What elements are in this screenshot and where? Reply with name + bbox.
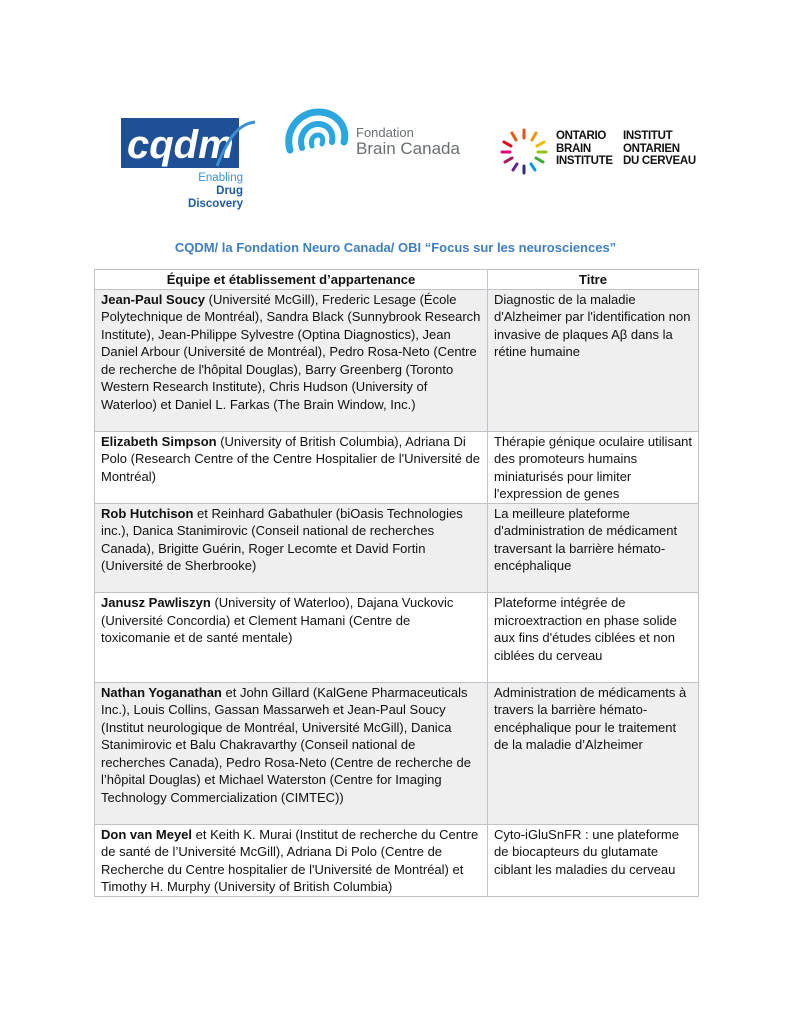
team-members: et John Gillard (KalGene Pharmaceuticals Inc.), Louis Collins, Gassan Massarweh et Jean-Paul Soucy (Institut neurologique de Montréal, Université McGill), Danica Stanimirovic et Balu Chakravarthy (Conseil national de recherches Canada), Pedro Rosa-Neto (Centre de recherche de l’hôpital Douglas) et Michael Waterston (Centre for Imaging Technology Commercialization (CIMTEC)) [101, 684, 471, 805]
project-title: Diagnostic de la maladie d'Alzheimer par l'identification non invasive de plaques Aβ dans la rétine humaine [488, 289, 699, 431]
lead-researcher: Nathan Yoganathan [101, 684, 222, 700]
team-members: et Reinhard Gabathuler (biOasis Technologies inc.), Danica Stanimirovic (Conseil national de recherches Canada), Brigitte Guérin, Roger Lecomte et David Fortin (Université de Sherbrooke) [101, 505, 463, 573]
lead-researcher: Rob Hutchison [101, 505, 194, 521]
obi-fr-line-3: DU CERVEAU [623, 155, 696, 167]
project-title: La meilleure plateforme d'administration de médicament traversant la barrière hémato-encéphalique [488, 503, 699, 593]
lead-researcher: Janusz Pawliszyn [101, 595, 211, 610]
lead-researcher: Don van Meyel [101, 826, 193, 842]
obi-fr-line-1: INSTITUT [623, 130, 673, 142]
team-members: (University of British Columbia), Adriana Di Polo (Research Centre of the Centre Hospitalier de l'Université de Montréal) [101, 433, 480, 484]
team-cell [95, 289, 488, 431]
brain-canada-line-2: Brain Canada [356, 139, 460, 158]
table-row [95, 431, 699, 503]
team-members: (University of Waterloo), Dajana Vuckovic (Université Concordia) et Clement Hamani (Centre de toxicomanie et de santé mentale) [101, 595, 454, 645]
project-title: Thérapie génique oculaire utilisant des promoteurs humains miniaturisés pour limiter l'expression de genes [488, 431, 699, 503]
table-row [95, 682, 699, 824]
obi-logo [498, 126, 698, 176]
table-header-row [95, 270, 699, 290]
projects-table [94, 269, 699, 897]
team-cell [95, 503, 488, 593]
document-title: CQDM/ la Fondation Neuro Canada/ OBI “Focus sur les neurosciences” [174, 240, 617, 255]
obi-en-line-2: BRAIN [556, 142, 591, 155]
obi-en-line-1: ONTARIO [556, 130, 607, 142]
team-members: et Keith K. Murai (Institut de recherche du Centre de santé de l’Université McGill), Adriana Di Polo (Centre de Recherche du Centre hospitalier de l'Université de Montréal) et Timothy H. Murphy (University of British Columbia) [101, 826, 479, 894]
table-row [95, 289, 699, 431]
obi-en-line-3: INSTITUTE [556, 155, 613, 167]
header-title: Titre [488, 270, 699, 290]
team-cell [95, 431, 488, 503]
cqdm-tagline-2: Drug Discovery [188, 185, 243, 210]
team-cell [95, 824, 488, 896]
table-row [95, 593, 699, 683]
brain-canada-spiral-icon [282, 106, 352, 166]
cqdm-logo [121, 116, 256, 210]
project-title: Administration de médicaments à travers la barrière hémato-encéphalique pour le traitement de la maladie d’Alzheimer [488, 682, 699, 824]
header-team: Équipe et établissement d’appartenance [95, 270, 488, 290]
team-members: (Université McGill), Frederic Lesage (École Polytechnique de Montréal), Sandra Black (Sunnybrook Research Institute), Jean-Philippe Sylvestre (Optina Diagnostics), Jean Daniel Arbour (Université de Montréal), Pedro Rosa-Neto (Centre de recherche de l'hôpital Douglas), Barry Greenberg (Toronto Western Research Institute), Chris Hudson (University of Waterloo) et Daniel L. Farkas (The Brain Window, Inc.) [101, 291, 481, 412]
lead-researcher: Elizabeth Simpson [101, 433, 217, 449]
table-row [95, 503, 699, 593]
project-title: Plateforme intégrée de microextraction en phase solide aux fins d'études ciblées et non ciblées du cerveau [488, 593, 699, 683]
table-row [95, 824, 699, 896]
team-cell [95, 682, 488, 824]
brain-canada-logo [282, 106, 462, 166]
obi-starburst-icon [498, 126, 550, 176]
cqdm-tagline-1: Enabling [198, 172, 243, 184]
obi-fr-line-2: ONTARIEN [623, 142, 680, 155]
team-cell [95, 593, 488, 683]
lead-researcher: Jean-Paul Soucy [101, 291, 206, 307]
project-title: Cyto-iGluSnFR : une plateforme de biocapteurs du glutamate ciblant les maladies du cerveau [488, 824, 699, 896]
cqdm-wordmark: cqdm [127, 123, 234, 167]
cqdm-wordmark-icon [121, 116, 256, 171]
brain-canada-line-1: Fondation [356, 125, 414, 140]
